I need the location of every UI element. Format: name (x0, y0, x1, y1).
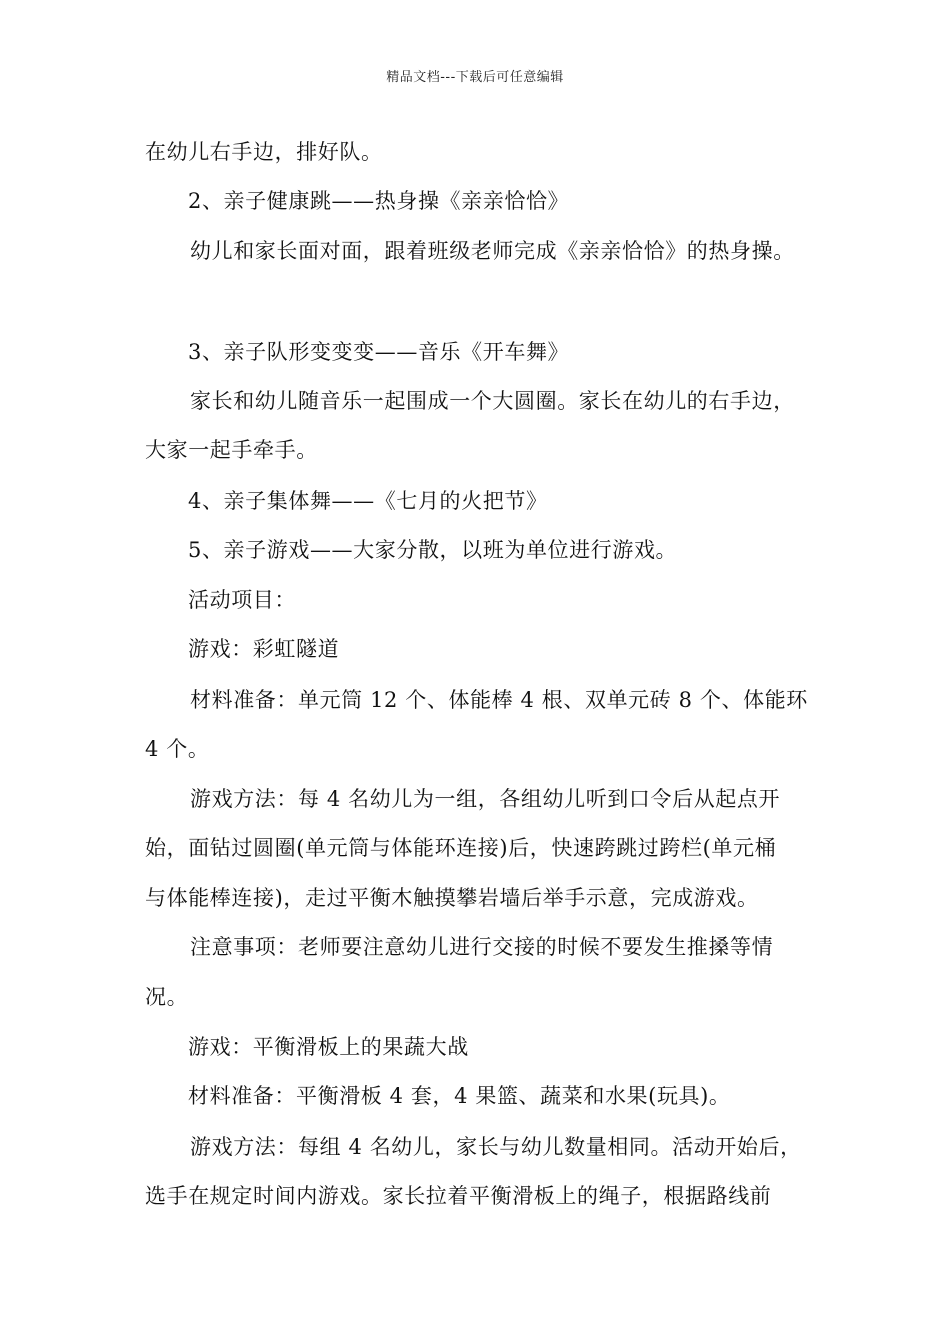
text-line: 4 个。 (145, 737, 210, 761)
text-line: 游戏方法：每组 4 名幼儿，家长与幼儿数量相同。活动开始后， (190, 1135, 802, 1159)
text-line: 材料准备：平衡滑板 4 套，4 果篮、蔬菜和水果(玩具)。 (188, 1084, 731, 1108)
text-line: 家长和幼儿随音乐一起围成一个大圆圈。家长在幼儿的右手边， (190, 389, 795, 413)
text-line: 5、亲子游戏——大家分散，以班为单位进行游戏。 (188, 538, 678, 562)
page-header: 精品文档---下载后可任意编辑 (386, 70, 564, 85)
text-line: 在幼儿右手边，排好队。 (145, 140, 383, 164)
text-line: 3、亲子队形变变变——音乐《开车舞》 (188, 340, 570, 364)
text-line: 游戏：彩虹隧道 (188, 637, 340, 661)
text-line: 注意事项：老师要注意幼儿进行交接的时候不要发生推搡等情 (190, 935, 774, 959)
text-line: 材料准备：单元筒 12 个、体能棒 4 根、双单元砖 8 个、体能环 (190, 688, 808, 712)
text-line: 游戏方法：每 4 名幼儿为一组，各组幼儿听到口令后从起点开 (190, 787, 781, 811)
text-line: 况。 (145, 985, 189, 1009)
text-line: 活动项目： (188, 588, 296, 612)
text-line: 与体能棒连接)，走过平衡木触摸攀岩墙后举手示意，完成游戏。 (145, 886, 759, 910)
text-line: 幼儿和家长面对面，跟着班级老师完成《亲亲恰恰》的热身操。 (190, 239, 795, 263)
text-line: 选手在规定时间内游戏。家长拉着平衡滑板上的绳子，根据路线前 (145, 1184, 772, 1208)
text-line: 始，面钻过圆圈(单元筒与体能环连接)后，快速跨跳过跨栏(单元桶 (145, 836, 777, 860)
text-line: 2、亲子健康跳——热身操《亲亲恰恰》 (188, 189, 570, 213)
text-line: 4、亲子集体舞——《七月的火把节》 (188, 489, 548, 513)
text-line: 游戏：平衡滑板上的果蔬大战 (188, 1035, 469, 1059)
text-line: 大家一起手牵手。 (145, 438, 318, 462)
